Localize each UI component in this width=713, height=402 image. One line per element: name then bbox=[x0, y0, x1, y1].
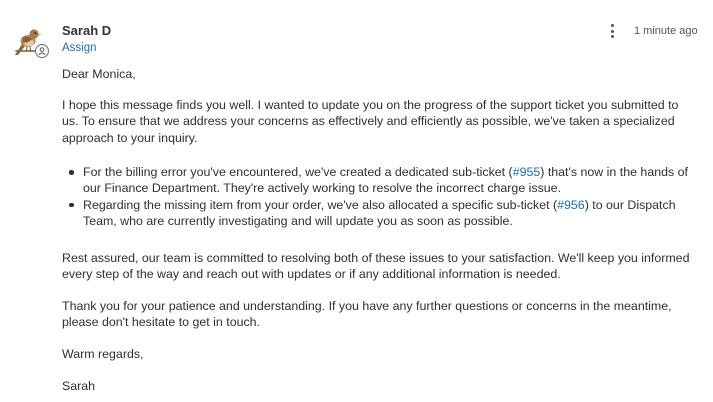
list-item bbox=[62, 164, 702, 197]
closing: Warm regards, bbox=[62, 347, 144, 361]
bullet-text-after: ) that's now in the hands of our Finance Department. They're actively working to resolve the incorrect charge issue. bbox=[83, 165, 688, 196]
thanks-paragraph: Thank you for your patience and understanding. If you have any further questions or concerns in the meantime, please don't hesitate to get in touch. bbox=[62, 299, 672, 330]
list-item bbox=[62, 197, 702, 230]
assurance-paragraph: Rest assured, our team is committed to resolving both of these issues to your satisfaction. We'll keep you informed every step of the way and reach out with updates or if any additional information is needed. bbox=[62, 251, 690, 282]
intro-paragraph: I hope this message finds you well. I wanted to update you on the progress of the support ticket you submitted to us. To ensure that we address your concerns as effectively and efficiently as possible, we've taken a specialized approach to your inquiry. bbox=[62, 98, 679, 145]
bullet-text-before: For the billing error you've encountered, we've created a dedicated sub-ticket ( bbox=[83, 165, 513, 179]
signature: Sarah bbox=[62, 379, 96, 393]
greeting: Dear Monica, bbox=[62, 67, 136, 81]
sender-name: Sarah D bbox=[62, 23, 112, 38]
ticket-link-956[interactable]: #956 bbox=[557, 197, 585, 212]
more-vertical-icon[interactable] bbox=[605, 22, 619, 40]
bullet-text-before: Regarding the missing item from your order, we've also allocated a specific sub-ticket ( bbox=[83, 197, 558, 212]
ticket-link-955[interactable]: #955 bbox=[512, 165, 541, 179]
timestamp: 1 minute ago bbox=[634, 25, 698, 37]
sub-ticket-list bbox=[62, 164, 702, 229]
user-icon bbox=[35, 44, 49, 58]
assign-link[interactable]: Assign bbox=[62, 42, 97, 54]
bullet-text-after: ) to our Dispatch Team, who are currently investigating and will update you as soon as possible. bbox=[83, 197, 676, 228]
avatar[interactable] bbox=[14, 24, 52, 62]
